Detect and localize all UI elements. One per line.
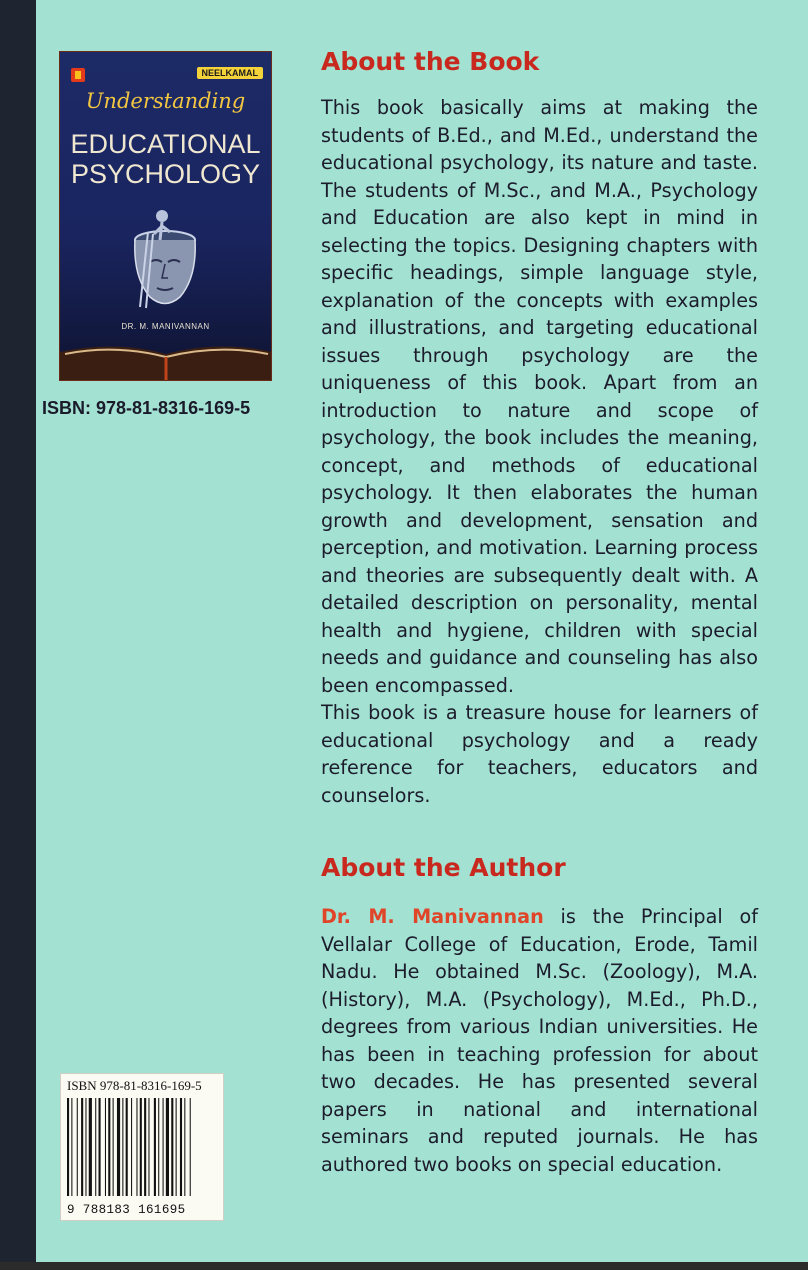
cover-title-line2: PSYCHOLOGY bbox=[70, 159, 261, 189]
bottom-edge bbox=[0, 1262, 808, 1270]
isbn-text: ISBN: 978-81-8316-169-5 bbox=[42, 398, 251, 418]
about-book-paragraph-1: This book basically aims at making the students of B.Ed., and M.Ed., understand the educational psychology, its nature and taste. The students of M.Sc., and M.A., Psychology and Education are also kept in mind in selecting the topics. Designing chapters with specific headings, simple language style, explanation of the concepts with examples and illustrations, and targeting educational issues through psychology are the uniqueness of this book. Apart from an introduction to nature and scope of psychology, the book includes the meaning, concept, and methods of educational psychology. It then elaborates the human growth and development, sensation and perception, and motivation. Learning process and theories are subsequently dealt with. A detailed description on personality, mental health and hygiene, children with special needs and guidance and counseling has also been encompassed. bbox=[321, 96, 758, 697]
about-author-body bbox=[321, 903, 758, 1178]
publisher-name: NEELKAMAL bbox=[197, 67, 264, 79]
author-bio: is the Principal of Vellalar College of Education, Erode, Tamil Nadu. He obtained M.Sc. (Zoology), M.A. (History), M.A. (Psychology), M.Ed., Ph.D., degrees from various Indian universities. He has been in teaching profession for about two decades. He has presented several papers in national and international seminars and reputed journals. He has authored two books on special education. bbox=[321, 905, 758, 1176]
barcode-bars bbox=[67, 1098, 217, 1196]
barcode-isbn: ISBN 978-81-8316-169-5 bbox=[67, 1078, 202, 1093]
cover-title-line1: EDUCATIONAL bbox=[70, 129, 261, 159]
book-cover-thumbnail bbox=[59, 51, 272, 381]
barcode-block bbox=[60, 1073, 224, 1221]
about-book-paragraph-2: This book is a treasure house for learners of educational psychology and a ready reference for teachers, educators and counselors. bbox=[321, 701, 758, 807]
about-author-heading: About the Author bbox=[321, 853, 566, 882]
head-sculpture-illustration bbox=[120, 202, 210, 312]
cover-author: DR. M. MANIVANNAN bbox=[121, 322, 210, 331]
spine bbox=[0, 0, 36, 1270]
publisher-logo-icon bbox=[71, 68, 85, 82]
about-book-body bbox=[321, 94, 758, 809]
author-name: Dr. M. Manivannan bbox=[321, 905, 544, 928]
about-book-heading: About the Book bbox=[321, 47, 540, 76]
barcode-digits: 9 788183 161695 bbox=[67, 1203, 186, 1217]
open-book-illustration bbox=[60, 330, 272, 380]
cover-title-script: Understanding bbox=[85, 89, 246, 113]
